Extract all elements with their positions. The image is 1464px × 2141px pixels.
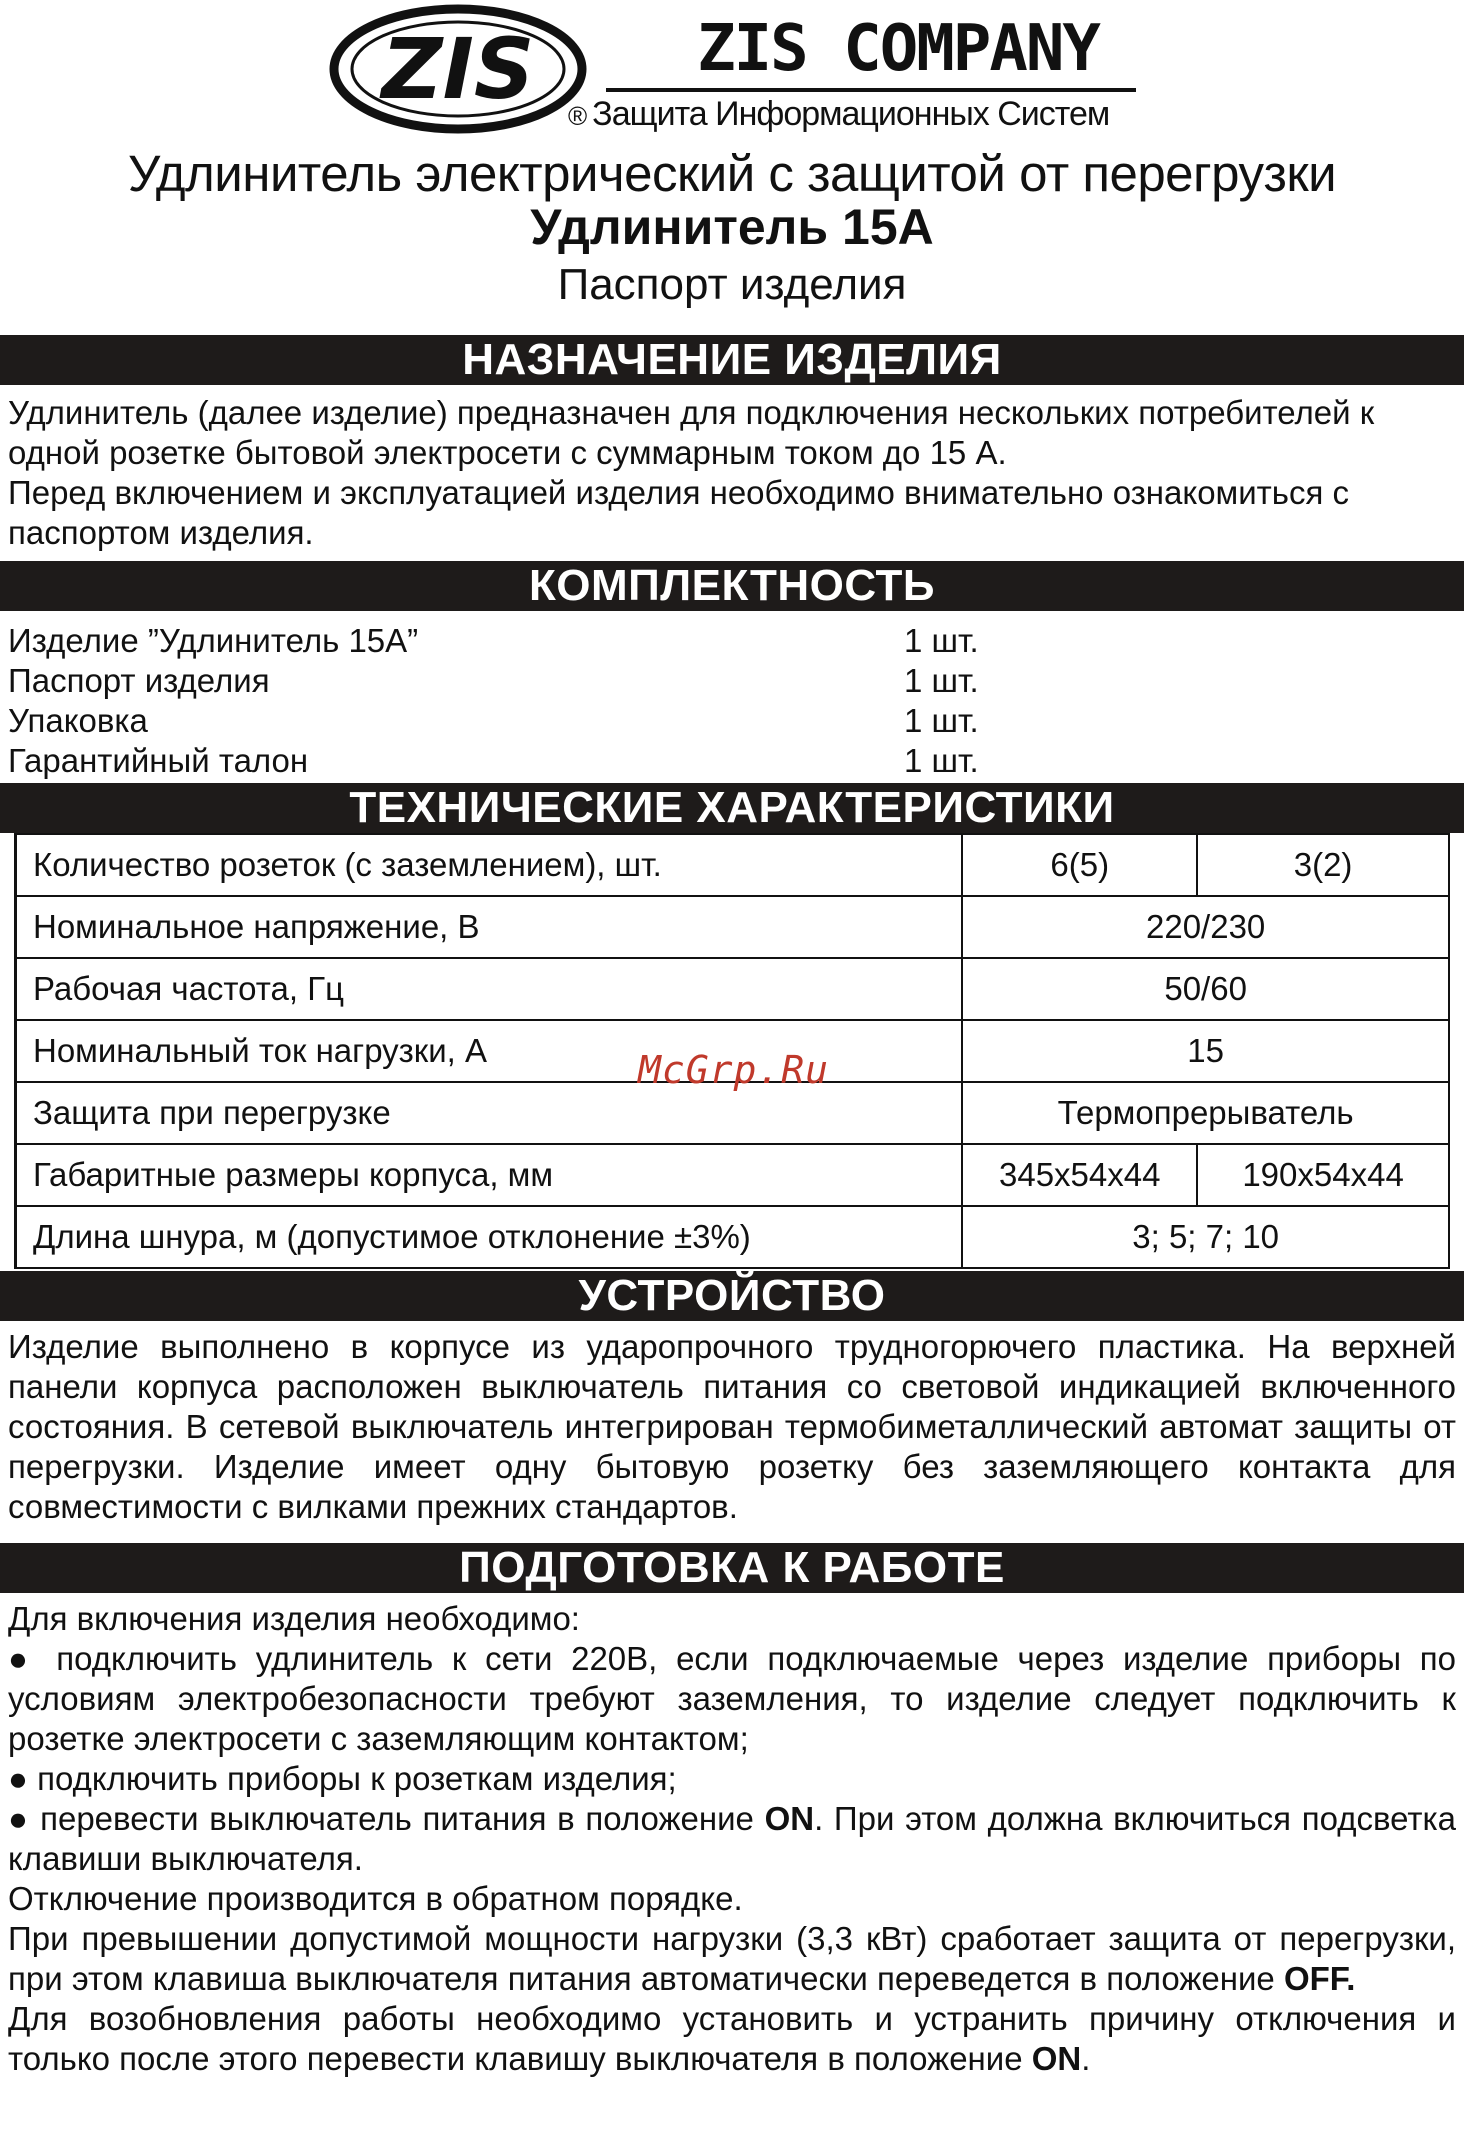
spec-value: 345x54x44 (962, 1144, 1197, 1206)
spec-value: 6(5) (962, 834, 1197, 896)
tagline-text: Защита Информационных Систем (592, 95, 1110, 133)
kit-item-name: Паспорт изделия (8, 662, 270, 699)
spec-label: Защита при перегрузке (16, 1082, 963, 1144)
kit-item-name: Изделие ”Удлинитель 15А” (8, 622, 419, 659)
section-heading-specs: ТЕХНИЧЕСКИЕ ХАРАКТЕРИСТИКИ (0, 783, 1464, 833)
kit-item-name: Упаковка (8, 702, 148, 739)
table-row (16, 896, 1450, 958)
table-row (16, 1144, 1450, 1206)
prep-section (0, 1593, 1464, 2079)
resume-text (0, 1999, 1464, 2079)
registered-mark: ® (568, 101, 587, 131)
company-name: ZIS COMPANY (697, 12, 1099, 86)
zis-logo-icon (328, 2, 588, 137)
list-item (0, 701, 1464, 741)
kit-item-qty: 1 шт. (904, 702, 979, 739)
purpose-line: Удлинитель (далее изделие) предназначен для подключения нескольких потребителей к (8, 394, 1375, 431)
divider (606, 88, 1136, 92)
spec-value: 3(2) (1197, 834, 1449, 896)
section-heading-purpose: НАЗНАЧЕНИЕ ИЗДЕЛИЯ (0, 335, 1464, 385)
section-heading-kit: КОМПЛЕКТНОСТЬ (0, 561, 1464, 611)
on-keyword: ON (1031, 2040, 1082, 2077)
resume-text-body: Для возобновления работы необходимо установить и устранить причину отключения и только после этого перевести клавишу выключателя в положение (8, 2000, 1456, 2077)
spec-label: Номинальное напряжение, В (16, 896, 963, 958)
section-heading-prep: ПОДГОТОВКА К РАБОТЕ (0, 1543, 1464, 1593)
kit-item-qty: 1 шт. (904, 742, 979, 779)
spec-label: Номинальный ток нагрузки, А (16, 1020, 963, 1082)
resume-text-end: . (1081, 2040, 1091, 2077)
off-keyword: OFF. (1283, 1960, 1356, 1997)
spec-label: Рабочая частота, Гц (16, 958, 963, 1020)
spec-value: Термопрерыватель (962, 1082, 1449, 1144)
spec-value: 50/60 (962, 958, 1449, 1020)
prep-step-text: ● перевести выключатель питания в положение (8, 1800, 765, 1837)
doc-subtitle: Паспорт изделия (557, 260, 907, 309)
watermark: McGrp.Ru (638, 1048, 830, 1092)
off-order-text: Отключение производится в обратном порядке. (8, 1880, 743, 1917)
logo (328, 0, 1148, 140)
device-text: Изделие выполнено в корпусе из ударопрочного трудногорючего пластика. На верхней панели корпуса расположен выключатель питания со световой индикацией включенного состояния. В сетевой выключатель интегрирован термобиметаллический автомат защиты от перегрузки. Изделие имеет одну бытовую розетку без заземляющего контакта для совместимости с вилками прежних стандартов. (8, 1328, 1456, 1525)
spec-value: 190x54x44 (1197, 1144, 1449, 1206)
spec-label: Габаритные размеры корпуса, мм (16, 1144, 963, 1206)
prep-intro: Для включения изделия необходимо: (8, 1600, 580, 1637)
list-item (0, 621, 1464, 661)
overload-text (0, 1919, 1464, 1999)
spec-value: 3; 5; 7; 10 (962, 1206, 1449, 1268)
spec-label: Количество розеток (с заземлением), шт. (16, 834, 963, 896)
section-heading-device: УСТРОЙСТВО (0, 1271, 1464, 1321)
purpose-line: паспортом изделия. (8, 514, 314, 551)
prep-step: ● подключить удлинитель к сети 220В, если подключаемые через изделие приборы по условиям электробезопасности требуют заземления, то изделие следует подключить к розетке электросети с заземляющим контактом; (8, 1640, 1456, 1757)
purpose-line: Перед включением и эксплуатацией изделия необходимо внимательно ознакомиться с (8, 474, 1350, 511)
purpose-section (0, 385, 1464, 553)
spec-value: 15 (962, 1020, 1449, 1082)
document-header (0, 0, 1464, 330)
prep-step-text: . При этом должна включиться подсветка клавиши выключателя. (8, 1800, 1456, 1877)
kit-list (0, 611, 1464, 781)
doc-model: Удлинитель 15А (530, 199, 934, 255)
doc-title: Удлинитель электрический с защитой от перегрузки (127, 145, 1337, 202)
on-keyword: ON (764, 1800, 815, 1837)
kit-item-qty: 1 шт. (904, 622, 979, 659)
prep-step (0, 1799, 1464, 1879)
purpose-line: одной розетке бытовой электросети с суммарным током до 15 А. (8, 434, 1007, 471)
company-tagline (568, 95, 1109, 134)
spec-value: 220/230 (962, 896, 1449, 958)
device-section (0, 1321, 1464, 1527)
table-row (16, 1206, 1450, 1268)
spec-label: Длина шнура, м (допустимое отклонение ±3%) (16, 1206, 963, 1268)
kit-item-qty: 1 шт. (904, 662, 979, 699)
prep-step: ● подключить приборы к розеткам изделия; (8, 1760, 677, 1797)
table-row (16, 958, 1450, 1020)
table-row (16, 834, 1450, 896)
overload-text-body: При превышении допустимой мощности нагрузки (3,3 кВт) сработает защита от перегрузки, при этом клавиша выключателя питания автоматически переведется в положение (8, 1920, 1456, 1997)
list-item (0, 661, 1464, 701)
logo-text: ZIS (381, 20, 535, 118)
kit-item-name: Гарантийный талон (8, 742, 309, 779)
list-item (0, 741, 1464, 781)
